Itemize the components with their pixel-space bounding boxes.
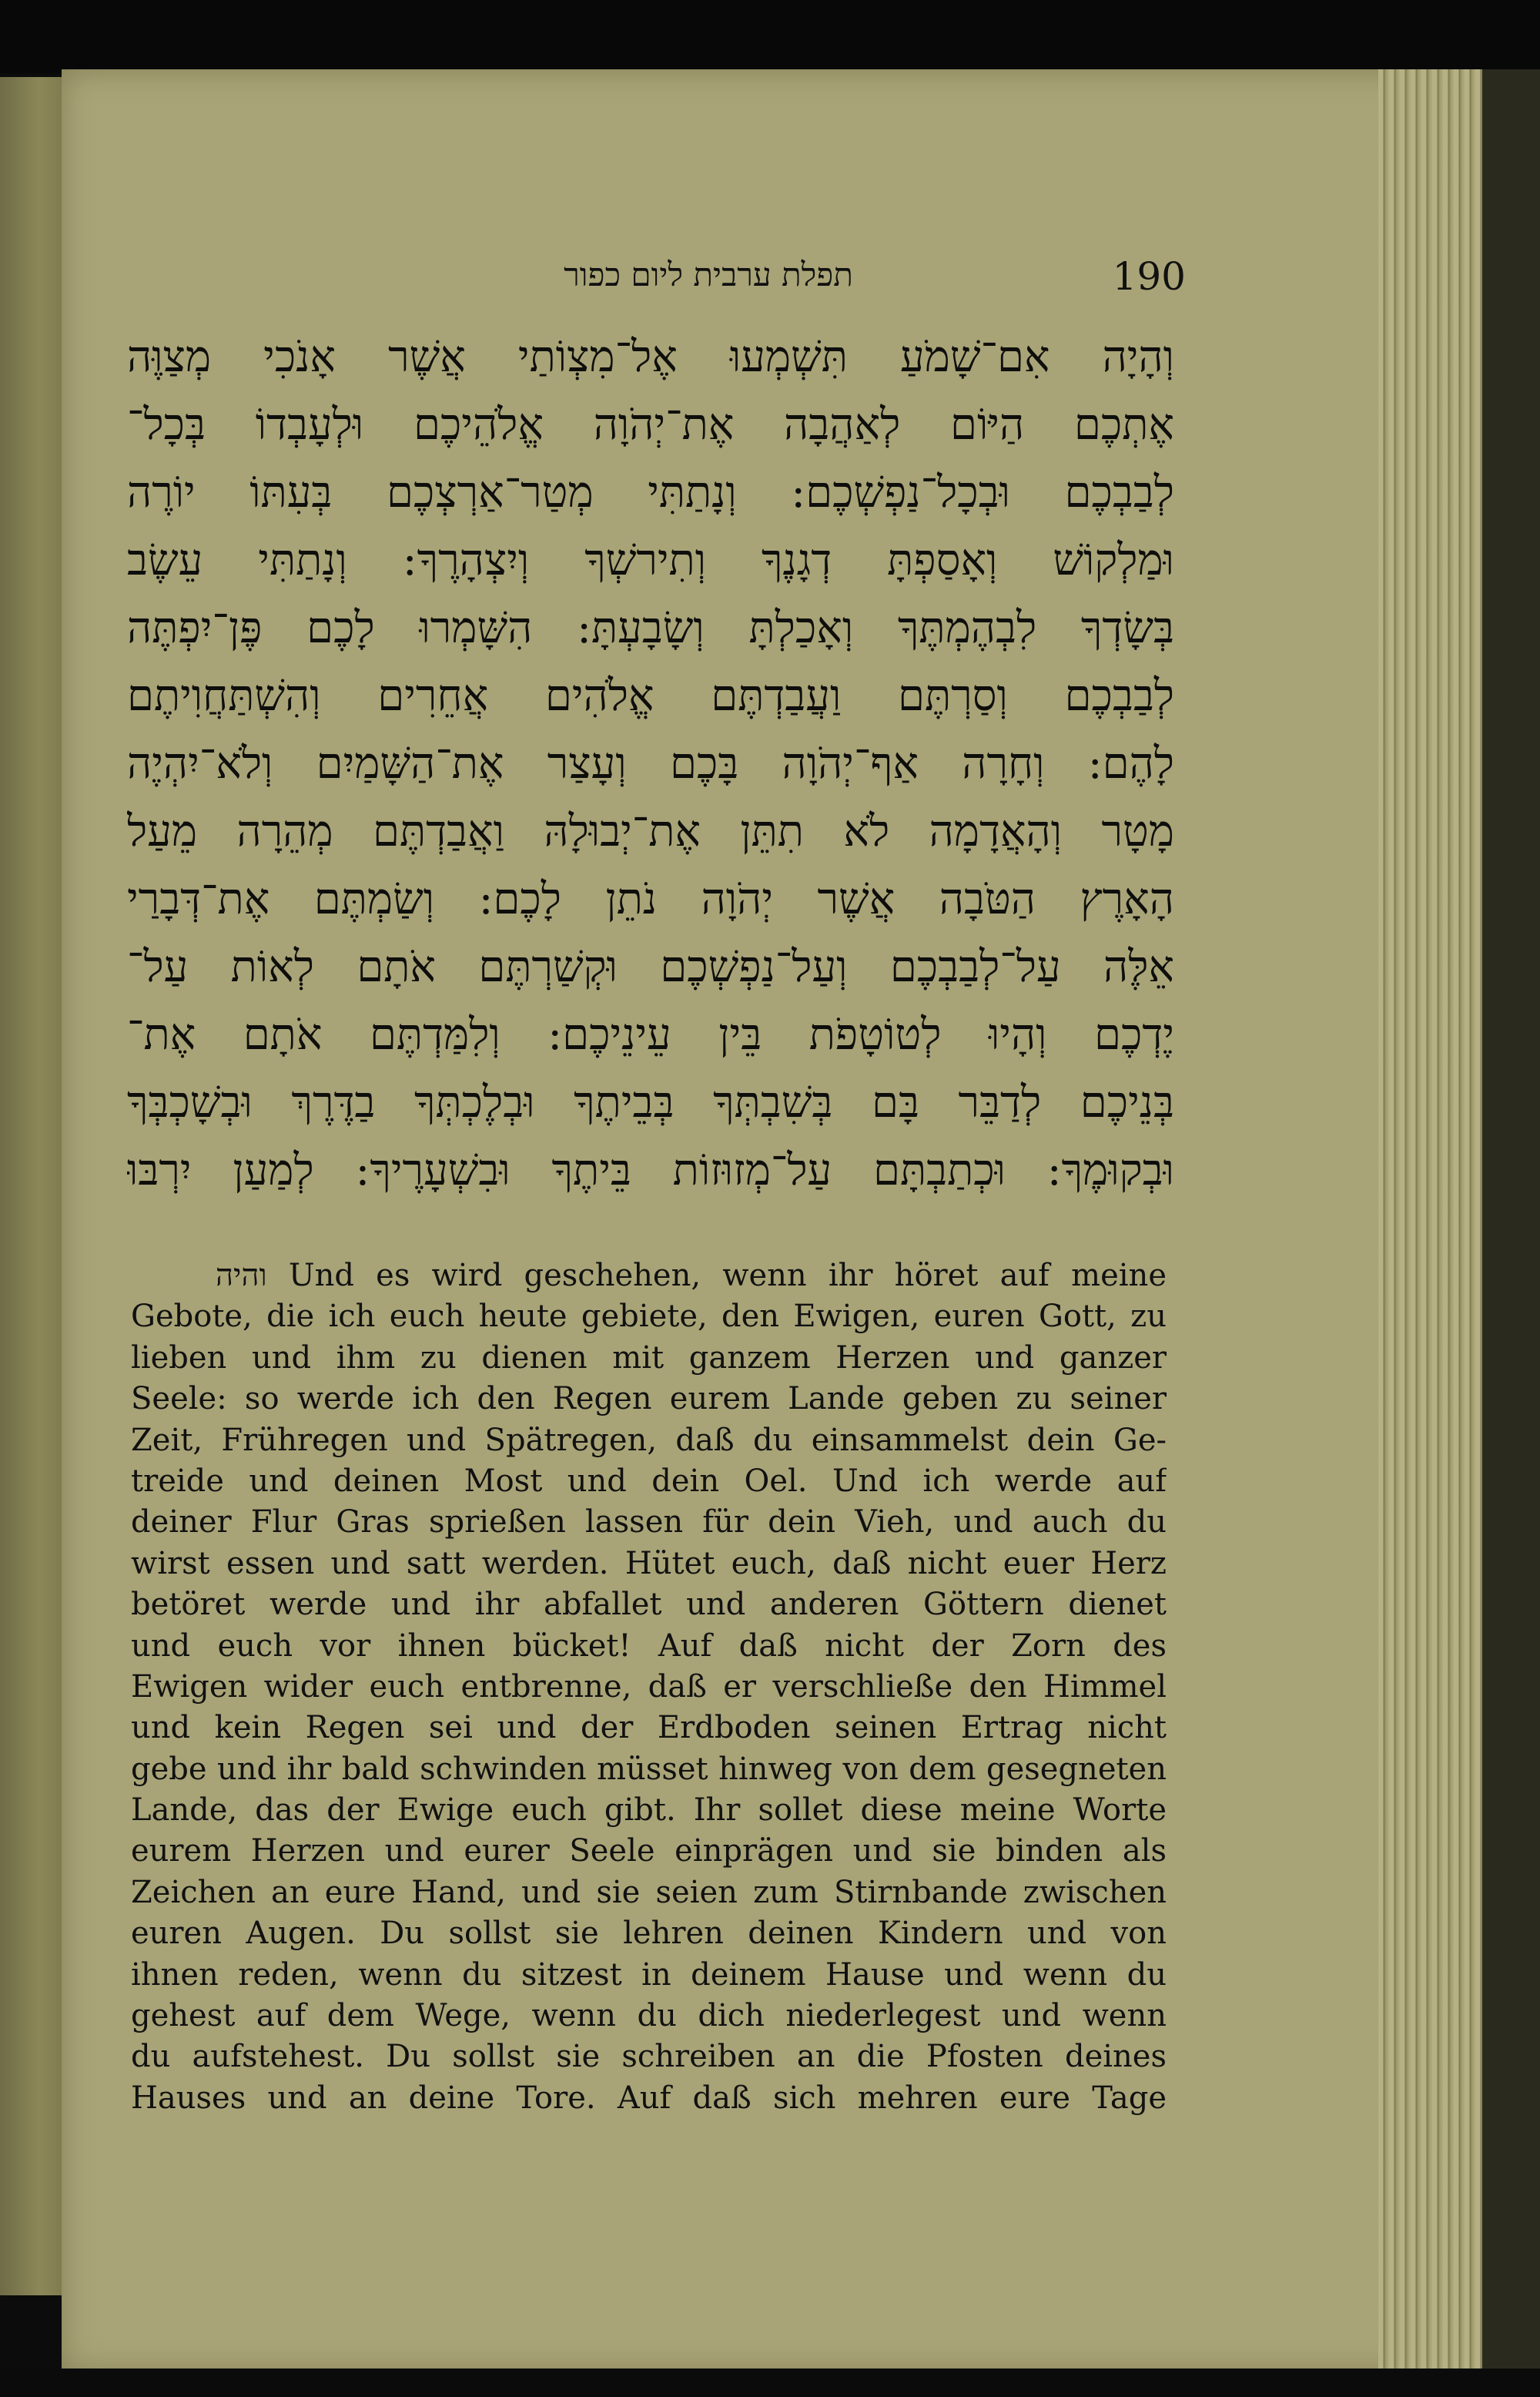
- hebrew-line: יֶדְכֶם וְהָיוּ לְטוֹטָפֹת בֵּין עֵינֵיכֶם: וְלִמַּדְתֶּם אֹתָם אֶת־: [127, 1010, 1174, 1060]
- german-line: betöret werde und ihr abfallet und anderen Göttern dienet: [131, 1587, 1167, 1623]
- german-line: euren Augen. Du sollst sie lehren deinen Kindern und von: [131, 1916, 1167, 1952]
- german-line: gebe und ihr bald schwinden müsset hinweg von dem gesegneten: [131, 1751, 1167, 1787]
- german-line: eurem Herzen und eurer Seele einprägen und sie binden als: [131, 1833, 1167, 1869]
- page-number: 190: [1112, 254, 1186, 299]
- binding-shadow: [1482, 69, 1540, 2380]
- hebrew-line: לְבַבְכֶם וְסַרְתֶּם וַעֲבַדְתֶּם אֱלֹהִים אֲחֵרִים וְהִשְׁתַּחֲוִיתֶם: [127, 671, 1174, 721]
- hebrew-line: מָטָר וְהָאֲדָמָה לֹא תִתֵּן אֶת־יְבוּלָהּ וַאֲבַדְתֶּם מְהֵרָה מֵעַל: [127, 806, 1174, 857]
- hebrew-line: אֶתְכֶם הַיּוֹם לְאַהֲבָה אֶת־יְהֹוָה אֱלֹהֵיכֶם וּלְעָבְדוֹ בְּכָל־: [127, 400, 1174, 450]
- hebrew-line: וְהָיָה אִם־שָׁמֹעַ תִּשְׁמְעוּ אֶל־מִצְוֹתַי אֲשֶׁר אָנֹכִי מְצַוֶּה: [127, 332, 1174, 382]
- german-line: treide und deinen Most und dein Oel. Und ich werde auf: [131, 1463, 1167, 1499]
- german-line: und kein Regen sei und der Erdboden seinen Ertrag nicht: [131, 1710, 1167, 1746]
- hebrew-line: וּבְקוּמֶךָ: וּכְתַבְתָּם עַל־מְזוּזוֹת בֵּיתֶךָ וּבִשְׁעָרֶיךָ: לְמַעַן יִרְבּוּ: [127, 1145, 1174, 1195]
- german-translation-block: [131, 1255, 1167, 2119]
- scanner-background-top: [0, 0, 1540, 73]
- hebrew-line: לְבַבְכֶם וּבְכָל־נַפְשְׁכֶם: וְנָתַתִּי מְטַר־אַרְצְכֶם בְּעִתּוֹ יוֹרֶה: [127, 468, 1174, 518]
- german-line: Zeichen an eure Hand, und sie seien zum Stirnbande zwischen: [131, 1874, 1167, 1910]
- german-line: du aufstehest. Du sollst sie schreiben an die Pfosten deines: [131, 2039, 1167, 2075]
- hebrew-line: וּמַלְקוֹשׁ וְאָסַפְתָּ דְגָנֶךָ וְתִירשְׁךָ וְיִצְהָרֶךָ: וְנָתַתִּי עֵשֶׂב: [127, 535, 1174, 585]
- german-line: ihnen reden, wenn du sitzest in deinem Hause und wenn du: [131, 1956, 1167, 1993]
- german-line: wirst essen und satt werden. Hütet euch, daß nicht euer Herz: [131, 1545, 1167, 1581]
- german-line: Lande, das der Ewige euch gibt. Ihr sollet diese meine Worte: [131, 1792, 1167, 1829]
- german-line: והיה Und es wird geschehen, wenn ihr höret auf meine: [216, 1258, 1167, 1293]
- german-line: Ewigen wider euch entbrenne, daß er verschließe den Himmel: [131, 1668, 1167, 1705]
- german-line: Seele: so werde ich den Regen eurem Lande geben zu seiner: [131, 1381, 1167, 1417]
- hebrew-line: בְּנֵיכֶם לְדַבֵּר בָּם בְּשִׁבְתְּךָ בְּבֵיתֶךָ וּבְלֶכְתְּךָ בַדֶּרֶךְ וּבְשָׁכְבְּךָ: [127, 1078, 1174, 1128]
- running-title: תפלת ערבית ליום כפור: [564, 256, 853, 293]
- scanner-background-bottom: [0, 2369, 1540, 2397]
- german-line: Hauses und an deine Tore. Auf daß sich mehren eure Tage: [131, 2080, 1167, 2116]
- german-line: Zeit, Frühregen und Spätregen, daß du einsammelst dein Ge-: [131, 1422, 1167, 1458]
- hebrew-line: בְּשָׂדְךָ לִבְהֶמְתֶּךָ וְאָכַלְתָּ וְשָׂבָעְתָּ: הִשָּׁמְרוּ לָכֶם פֶּן־יִפְתֶּה: [127, 603, 1174, 653]
- hebrew-text-block: [127, 324, 1174, 1205]
- page-stack-edge: [1378, 69, 1482, 2380]
- page-header: [416, 254, 1186, 308]
- german-line: Gebote, die ich euch heute gebiete, den Ewigen, euren Gott, zu: [131, 1299, 1167, 1335]
- german-line: gehest auf dem Wege, wenn du dich niederlegest und wenn: [131, 1998, 1167, 2034]
- hebrew-line: לָהֶם: וְחָרָה אַף־יְהֹוָה בָּכֶם וְעָצַר אֶת־הַשָּׁמַיִם וְלֹא־יִהְיֶה: [127, 739, 1174, 789]
- german-line: und euch vor ihnen bücket! Auf daß nicht der Zorn des: [131, 1628, 1167, 1664]
- german-line: lieben und ihm zu dienen mit ganzem Herzen und ganzer: [131, 1339, 1167, 1376]
- hebrew-line: אֵלֶּה עַל־לְבַבְכֶם וְעַל־נַפְשְׁכֶם וּקְשַׁרְתֶּם אֹתָם לְאוֹת עַל־: [127, 942, 1174, 992]
- german-line: deiner Flur Gras sprießen lassen für dein Vieh, und auch du: [131, 1504, 1167, 1540]
- previous-page-edge: [0, 77, 65, 2295]
- hebrew-line: הָאָרֶץ הַטֹּבָה אֲשֶׁר יְהֹוָה נֹתֵן לָכֶם: וְשַׂמְתֶּם אֶת־דְּבָרַי: [127, 874, 1174, 924]
